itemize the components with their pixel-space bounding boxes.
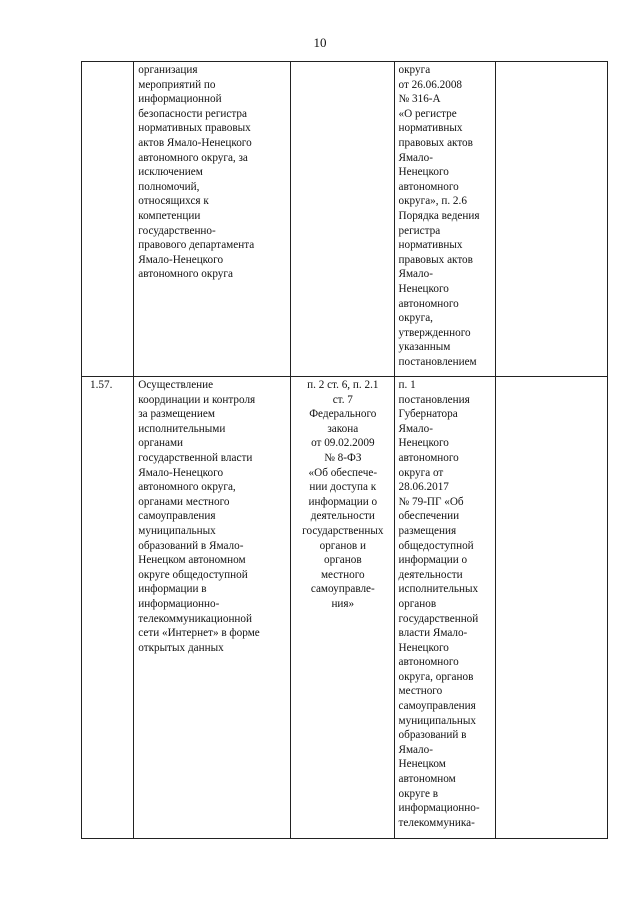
- federal-basis-line: государственных: [302, 524, 384, 537]
- regional-basis-line: округе в: [398, 787, 439, 800]
- regional-basis-line: автономного: [398, 180, 459, 193]
- row-number-cell: [82, 62, 134, 377]
- activity-line: открытых данных: [138, 641, 224, 654]
- activity-line: органами местного: [138, 495, 230, 508]
- activity-line: компетенции: [138, 209, 201, 222]
- activity-line: государственной власти: [138, 451, 253, 464]
- activity-line: правового департамента: [138, 239, 255, 252]
- activity-line: самоуправления: [138, 510, 216, 523]
- table-row: [82, 62, 608, 377]
- activity-line: Ямало-Ненецкого: [138, 253, 224, 266]
- activity-cell: [134, 62, 291, 377]
- regional-basis-line: правовых актов: [398, 136, 473, 149]
- activity-line: за размещением: [138, 408, 215, 421]
- activity-line: образований в Ямало-: [138, 539, 244, 552]
- regional-basis-line: исполнительных: [398, 583, 479, 596]
- regional-basis-line: автономного: [398, 297, 459, 310]
- regional-basis-line: утвержденного: [398, 326, 471, 339]
- regional-basis-line: № 316-А: [398, 93, 441, 106]
- regional-basis-line: округа,: [398, 312, 433, 325]
- federal-basis-line: нии доступа к: [309, 481, 377, 494]
- regional-basis-line: округа», п. 2.6: [398, 195, 467, 208]
- note-cell: [495, 62, 607, 377]
- federal-basis-line: закона: [327, 422, 359, 435]
- federal-basis-line: информации о: [308, 495, 378, 508]
- activity-line: Осуществление: [138, 379, 214, 391]
- federal-basis-line: от 09.02.2009: [311, 437, 375, 450]
- federal-basis-line: ст. 7: [332, 393, 353, 406]
- regional-basis-line: Ненецкого: [398, 282, 449, 295]
- activity-line: автономного округа,: [138, 481, 236, 494]
- federal-basis-line: п. 2 ст. 6, п. 2.1: [307, 379, 379, 391]
- regional-basis-line: округа: [398, 64, 431, 76]
- activity-line: организация: [138, 64, 198, 76]
- activity-line: мероприятий по: [138, 78, 216, 91]
- regional-basis-line: правовых актов: [398, 253, 473, 266]
- regional-basis-line: Ямало-: [398, 151, 433, 164]
- regional-basis-line: Губернатора: [398, 408, 458, 421]
- federal-basis-line: органов: [324, 554, 362, 567]
- federal-basis-line: «Об обеспече-: [308, 466, 378, 479]
- activity-line: Ненецком автономном: [138, 554, 246, 567]
- note-cell: [495, 377, 607, 839]
- regional-basis-line: округа от: [398, 466, 444, 479]
- regional-basis-line: № 79-ПГ «Об: [398, 495, 464, 508]
- regional-basis-line: автономного: [398, 451, 459, 464]
- regional-basis-cell: [394, 377, 495, 839]
- regional-basis-line: автономном: [398, 773, 456, 786]
- regional-basis-line: информации о: [398, 554, 468, 567]
- activity-cell: [134, 377, 291, 839]
- regional-basis-line: телекоммуника-: [398, 816, 475, 829]
- regional-basis-line: «О регистре: [398, 107, 457, 120]
- activity-line: телекоммуникационной: [138, 612, 252, 625]
- federal-basis-line: Федерального: [309, 408, 377, 421]
- activity-line: актов Ямало-Ненецкого: [138, 136, 252, 149]
- federal-basis-line: № 8-ФЗ: [324, 451, 362, 464]
- regional-basis-line: Ненецкого: [398, 166, 449, 179]
- activity-line: относящихся к: [138, 195, 209, 208]
- regional-basis-line: общедоступной: [398, 539, 474, 552]
- federal-basis-line: органов и: [319, 539, 366, 552]
- regional-basis-line: самоуправления: [398, 700, 476, 713]
- regional-basis-line: органов: [398, 597, 437, 610]
- regional-basis-line: местного: [398, 685, 443, 698]
- federal-basis-line: ния»: [331, 597, 355, 610]
- activity-line: муниципальных: [138, 524, 216, 537]
- activity-line: координации и контроля: [138, 393, 256, 406]
- regional-basis-line: нормативных: [398, 239, 463, 252]
- regional-basis-line: регистра: [398, 224, 441, 237]
- federal-basis-line: деятельности: [310, 510, 375, 523]
- regional-basis-line: власти Ямало-: [398, 627, 468, 640]
- regional-basis-line: Ямало-: [398, 268, 433, 281]
- row-number: 1.57.: [90, 379, 113, 391]
- regional-basis-line: Ямало-: [398, 422, 433, 435]
- activity-line: исключением: [138, 166, 203, 179]
- powers-table: [81, 61, 608, 839]
- regional-basis-line: от 26.06.2008: [398, 78, 463, 91]
- activity-line: органами: [138, 437, 184, 450]
- activity-line: полномочий,: [138, 180, 200, 193]
- regional-basis-line: Ненецком: [398, 758, 446, 771]
- regional-basis-line: п. 1: [398, 379, 416, 391]
- regional-basis-line: указанным: [398, 341, 451, 354]
- regional-basis-line: деятельности: [398, 568, 463, 581]
- regional-basis-line: размещения: [398, 524, 457, 537]
- activity-line: государственно-: [138, 224, 216, 237]
- table-row: [82, 377, 608, 839]
- activity-line: безопасности регистра: [138, 107, 247, 120]
- regional-basis-line: автономного: [398, 656, 459, 669]
- activity-line: информационно-: [138, 597, 220, 610]
- federal-basis-cell: [291, 62, 394, 377]
- federal-basis-line: самоуправле-: [310, 583, 375, 596]
- regional-basis-line: нормативных: [398, 122, 463, 135]
- regional-basis-line: округа, органов: [398, 670, 474, 683]
- regional-basis-line: Ямало-: [398, 743, 433, 756]
- regional-basis-line: информационно-: [398, 802, 480, 815]
- regional-basis-line: Ненецкого: [398, 437, 449, 450]
- regional-basis-line: Ненецкого: [398, 641, 449, 654]
- regional-basis-line: 28.06.2017: [398, 481, 449, 494]
- page-number: 10: [313, 35, 327, 50]
- activity-line: сети «Интернет» в форме: [138, 627, 260, 640]
- activity-line: автономного округа, за: [138, 151, 248, 164]
- activity-line: информации в: [138, 583, 207, 596]
- regional-basis-line: муниципальных: [398, 714, 476, 727]
- activity-line: нормативных правовых: [138, 122, 251, 135]
- regional-basis-line: Порядка ведения: [398, 209, 480, 222]
- regional-basis-line: постановлением: [398, 355, 477, 368]
- federal-basis-line: местного: [320, 568, 365, 581]
- activity-line: информационной: [138, 93, 222, 106]
- activity-line: округе общедоступной: [138, 568, 248, 581]
- federal-basis-cell: [291, 377, 394, 839]
- activity-line: Ямало-Ненецкого: [138, 466, 224, 479]
- row-number-cell: [82, 377, 134, 839]
- regional-basis-line: государственной: [398, 612, 479, 625]
- activity-line: исполнительными: [138, 422, 226, 435]
- activity-line: автономного округа: [138, 268, 233, 281]
- regional-basis-line: обеспечении: [398, 510, 460, 523]
- regional-basis-cell: [394, 62, 495, 377]
- regional-basis-line: постановления: [398, 393, 470, 406]
- regional-basis-line: образований в: [398, 729, 467, 742]
